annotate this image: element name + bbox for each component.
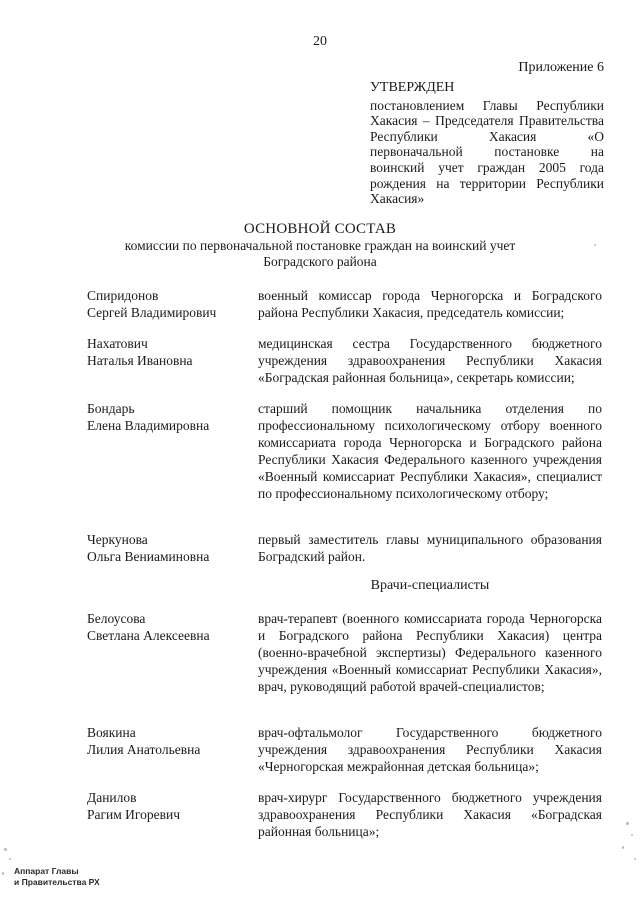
member-role: военный комиссар города Черногорска и Боградского района Республики Хакасия, председатель комиссии; [258, 288, 602, 320]
scan-speckle [631, 834, 633, 836]
member-name: Спиридонов Сергей Владимирович [87, 288, 217, 320]
doctor-role: врач-терапевт (военного комиссариата города Черногорска и Боградского района Республики Хакасия) центра (военно-врачебной экспертизы) Федерального казенного учреждения «Военный комиссариат Республики Хакасия», врач, руководящий работой врачей-специалистов; [258, 611, 602, 694]
doctors-heading: Врачи-специалисты [370, 578, 490, 593]
title-line-2: комиссии по первоначальной постановке граждан на воинский учет [124, 238, 516, 253]
member-name: Нахатович Наталья Ивановна [87, 336, 193, 368]
scan-speckle [634, 858, 636, 860]
scan-speckle [4, 848, 7, 851]
scan-speckle [2, 872, 4, 875]
member-name: Бондарь Елена Владимировна [87, 401, 210, 433]
doctor-name: Данилов Рагим Игоревич [87, 790, 181, 822]
member-role: медицинская сестра Государственного бюджетного учреждения здравоохранения Республики Хакасия «Боградская районная больница», секретарь комиссии; [258, 336, 602, 385]
scan-speckle [622, 846, 624, 849]
document-title [0, 220, 640, 270]
appendix-label: Приложение 6 [518, 60, 604, 75]
doctor-name: Воякина Лилия Анатольевна [87, 725, 201, 757]
doctor-role: врач-офтальмолог Государственного бюджетного учреждения здравоохранения Республики Хакасия «Черногорская межрайонная детская больница»; [258, 725, 602, 774]
footer-line-1: Аппарат Главы [14, 866, 79, 876]
approval-heading: УТВЕРЖДЕН [370, 80, 455, 95]
member-role: старший помощник начальника отделения по профессиональному психологическому отбору военного комиссариата города Черногорска и Боградского района Республики Хакасия Федерального казенного учреждения «Военный комиссариат Республики Хакасия», специалист по профессиональному психологическому отбору; [258, 401, 602, 501]
page-number: 20 [313, 34, 327, 49]
footer-stamp [14, 866, 100, 888]
title-line-3: Боградского района [263, 254, 377, 269]
title-line-1: ОСНОВНОЙ СОСТАВ [243, 221, 397, 237]
scan-speckle [594, 244, 596, 246]
scan-speckle [626, 822, 629, 825]
doctor-role: врач-хирург Государственного бюджетного учреждения здравоохранения Республики Хакасия «Боградская районная больница»; [258, 790, 602, 839]
member-role: первый заместитель главы муниципального образования Боградский район. [258, 532, 602, 564]
scan-speckle [9, 858, 11, 860]
doctor-name: Белоусова Светлана Алексеевна [87, 611, 210, 643]
footer-line-2: и Правительства РХ [14, 877, 100, 887]
member-name: Черкунова Ольга Вениаминовна [87, 532, 210, 564]
approval-block [370, 80, 604, 207]
approval-text: постановлением Главы Республики Хакасия – Председателя Правительства Республики Хакасия «О первоначальной постановке на воинский учет граждан 2005 года рождения на территории Республики Хакасия» [370, 97, 604, 207]
